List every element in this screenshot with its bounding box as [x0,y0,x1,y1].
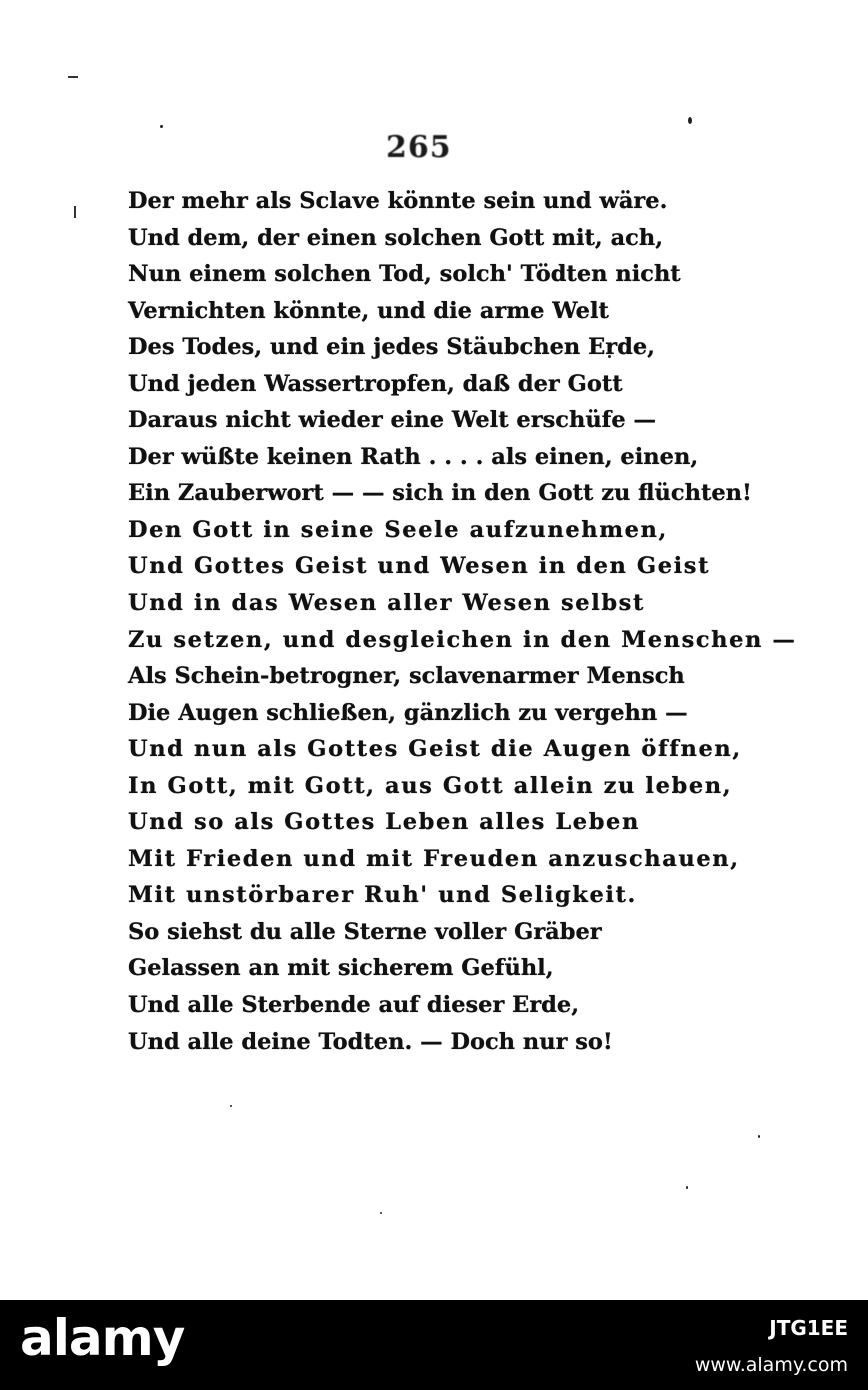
poem-line: Als Schein-betrogner, sclavenarmer Mensch [128,663,685,690]
poem-line: Zu setzen, und desgleichen in den Menschen — [128,626,797,653]
paper-speck [380,1212,382,1214]
alamy-logo: alamy [20,1309,185,1367]
poem-line: Und Gottes Geist und Wesen in den Geist [128,553,711,580]
margin-mark [74,206,76,218]
poem-line: Und alle Sterbende auf dieser Erde, [128,992,580,1019]
poem-line: Der mehr als Sclave könnte sein und wäre. [128,188,668,214]
poem-text [128,183,797,1060]
paper-speck [160,125,163,128]
poem-line: In Gott, mit Gott, aus Gott allein zu leben, [128,772,733,799]
poem-line: Und dem, der einen solchen Gott mit, ach, [128,224,664,251]
poem-line: Und nun als Gottes Geist die Augen öffnen, [128,736,742,763]
poem-line: Und jeden Wassertropfen, daß der Gott [128,370,623,397]
poem-line: Gelassen an mit sicherem Gefühl, [128,955,554,982]
poem-line: Vernichten könnte, und die arme Welt [128,297,609,324]
poem-line: Den Gott in seine Seele aufzunehmen, [128,516,668,543]
poem-line: Und in das Wesen aller Wesen selbst [128,590,645,617]
poem-line: Mit unstörbarer Ruh' und Seligkeit. [128,882,637,909]
poem-line: Der wüßte keinen Rath . . . . als einen, einen, [128,443,699,470]
poem-line: Des Todes, und ein jedes Stäubchen Erde, [128,334,655,361]
image-id: JTG1EE [769,1316,848,1340]
site-url: www.alamy.com [694,1354,848,1376]
paper-speck [688,117,692,124]
poem-line: Nun einem solchen Tod, solch' Tödten nicht [128,261,681,288]
poem-line: Und alle deine Todten. — Doch nur so! [128,1028,613,1055]
poem-line: Und so als Gottes Leben alles Leben [128,809,640,836]
margin-mark [68,76,78,78]
poem-line: Ein Zauberwort — — sich in den Gott zu flüchten! [128,480,752,507]
poem-line: Daraus nicht wieder eine Welt erschüfe — [128,407,657,434]
paper-speck [230,1105,232,1107]
page-number: 265 [386,130,452,165]
poem-line: Mit Frieden und mit Freuden anzuschauen, [128,845,740,872]
poem-line: So siehst du alle Sterne voller Gräber [128,918,602,945]
watermark-banner [0,1300,868,1390]
paper-speck [758,1135,760,1138]
paper-speck [686,1186,688,1189]
poem-line: Die Augen schließen, gänzlich zu vergehn — [128,699,688,726]
